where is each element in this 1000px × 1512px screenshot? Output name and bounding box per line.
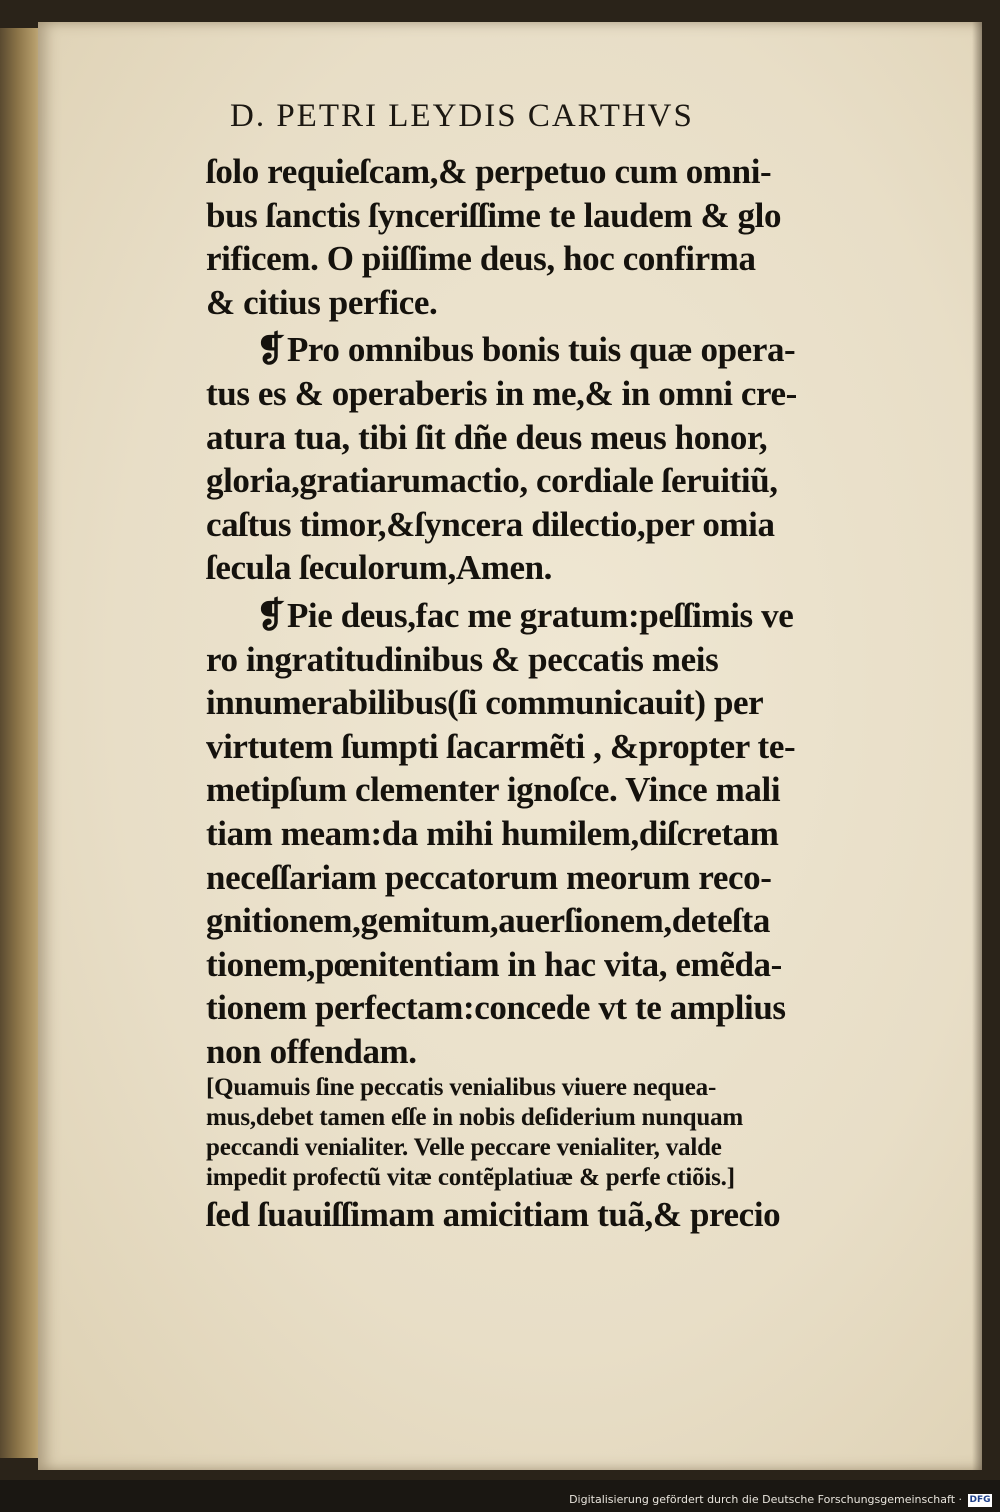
note-line: mus,debet tamen eſſe in nobis deſiderium nunquam (206, 1104, 744, 1132)
dfg-logo: DFG (969, 1495, 991, 1505)
digitization-credit: Digitalisierung gefördert durch die Deutsche Forschungsgemeinschaft · (569, 1493, 962, 1506)
catchword-line: ſed ſuauiſſimam amicitiam tuã,& precio (206, 1195, 781, 1235)
paragraph-1 (206, 150, 906, 324)
text-line: virtutem ſumpti ſacarmẽti , &propter te- (206, 726, 796, 766)
note-line: peccandi venialiter. Velle peccare venialiter, valde (206, 1134, 722, 1162)
text-line: ❡Pie deus,fac me gratum:peſſimis ve (256, 595, 794, 635)
text-block (206, 150, 906, 1237)
text-line: ❡Pro omnibus bonis tuis quæ opera- (256, 330, 796, 370)
text-line: bus ſanctis ſynceriſſime te laudem & glo (206, 195, 782, 235)
text-line: caſtus timor,&ſyncera dilectio,per omia (206, 504, 775, 544)
text-line: ro ingratitudinibus & peccatis meis (206, 639, 719, 679)
text-line: innumerabilibus(ſi communicauit) per (206, 683, 764, 723)
paragraph-3 (206, 594, 906, 1074)
text-line: tiam meam:da mihi humilem,diſcretam (206, 813, 779, 853)
text-line: atura tua, tibi ſit dñe deus meus honor, (206, 417, 768, 457)
page-edge (972, 22, 982, 1470)
text-line: tionem,pœnitentiam in hac vita, emẽda- (206, 944, 782, 984)
text-line: gnitionem,gemitum,auerſionem,deteſta (206, 901, 770, 941)
marginal-note (206, 1073, 906, 1193)
text-line: rificem. O piiſſime deus, hoc confirma (206, 239, 756, 279)
text-line: ſolo requieſcam,& perpetuo cum omni- (206, 152, 772, 191)
text-line: tus es & operaberis in me,& in omni cre- (206, 373, 797, 413)
text-line: & citius perfice. (206, 282, 438, 322)
text-line: ſecula ſeculorum,Amen. (206, 548, 553, 588)
running-head: D. PETRI LEYDIS CARTHVS (230, 98, 694, 134)
text-line: tionem perfectam:concede vt te amplius (206, 988, 786, 1028)
text-line: non offendam. (206, 1031, 417, 1071)
note-line: [Quamuis ſine peccatis venialibus viuere nequea- (206, 1074, 717, 1102)
text-line: gloria,gratiarumactio, cordiale ſeruitiũ, (206, 461, 778, 501)
pilcrow-mark: ❡ (256, 330, 285, 370)
note-line: impedit profectũ vitæ contẽplatiuæ & perfe ctiõis.] (206, 1164, 735, 1192)
paragraph-2 (206, 328, 906, 590)
text-line: metipſum clementer ignoſce. Vince mali (206, 770, 781, 810)
text-line: neceſſariam peccatorum meorum reco- (206, 857, 772, 897)
pilcrow-mark: ❡ (256, 595, 285, 635)
